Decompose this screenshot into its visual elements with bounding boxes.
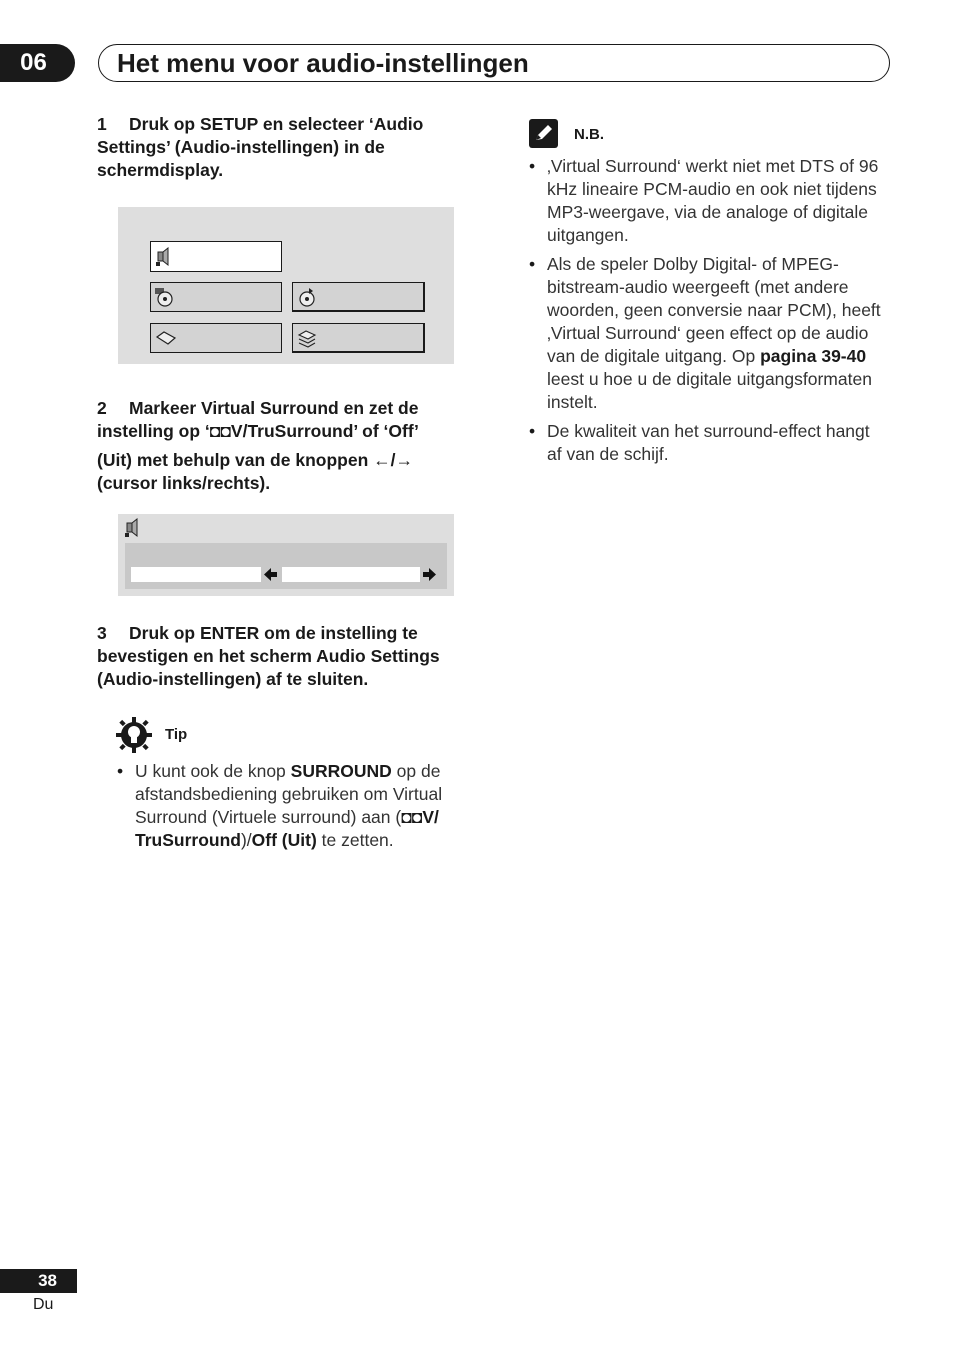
dolby-symbol: ◘◘	[209, 421, 231, 441]
step-2-text-d: (cursor links/rechts).	[97, 473, 271, 493]
page-number-tab	[0, 1269, 77, 1293]
note-text-2a: Als de speler Dolby Digital- of MPEG-bitstream-audio weergeeft (met andere woorden, geen conversie naar PCM), heeft ‚Virtual Surround‘ geen effect op de audio van de digitale uitgang. Op	[547, 254, 881, 366]
step-1-number: 1	[97, 114, 107, 134]
note-item-2	[529, 253, 889, 414]
note-page-reference: pagina 39-40	[760, 346, 867, 366]
tip-text-1: U kunt ook de knop	[135, 761, 291, 781]
setup-menu-screen	[118, 207, 454, 364]
tip-label: Tip	[165, 726, 188, 743]
menu-item-language[interactable]	[150, 323, 282, 353]
page-title: Het menu voor audio-instellingen	[98, 44, 890, 82]
tip-bold-surround: SURROUND	[290, 761, 392, 781]
step-3	[97, 622, 477, 691]
note-item-1	[529, 155, 889, 247]
menu-item-disc-settings[interactable]	[292, 282, 425, 312]
surround-setting-screen	[118, 514, 454, 596]
step-2-text-a: Markeer Virtual Surround en zet de instelling op ‘	[97, 398, 419, 441]
step-2-text-b: V/TruSurround’ of ‘Off’	[230, 421, 419, 441]
lightbulb-icon	[115, 716, 153, 754]
arrow-right-icon[interactable]	[422, 568, 436, 581]
menu-item-video-disc[interactable]	[150, 282, 282, 312]
speaker-icon	[155, 247, 173, 267]
step-2-text-c: (Uit) met behulp van de knoppen	[97, 450, 369, 470]
tip-text-3: )/	[240, 830, 252, 850]
disc-icon	[155, 288, 175, 308]
note-list	[529, 155, 889, 466]
step-1	[97, 113, 487, 182]
note-text-1: ‚Virtual Surround‘ werkt niet met DTS of 96 kHz lineaire PCM-audio en ook niet tijdens MP3-weergave, via de analoge of digitale uitgangen.	[547, 156, 879, 245]
step-2-continued	[97, 449, 487, 495]
tip-bold-off: Off (Uit)	[251, 830, 317, 850]
stack-icon	[297, 329, 319, 349]
tip-text-2: op de afstandsbediening gebruiken om Virtual Surround (Virtuele surround) aan (	[135, 761, 443, 827]
right-arrow-icon: →	[395, 450, 414, 470]
note-text-2c: leest u hoe u de digitale uitgangsformaten instelt.	[547, 369, 872, 412]
left-arrow-icon: ←	[373, 450, 391, 470]
step-1-text: Druk op SETUP en selecteer ‘Audio Settings’ (Audio-instellingen) in de schermdisplay.	[97, 114, 424, 180]
page-number: 38	[38, 1271, 57, 1290]
arrow-left-icon[interactable]	[264, 568, 278, 581]
step-2	[97, 397, 487, 443]
tip-text-4: te zetten.	[316, 830, 394, 850]
tip-bold-trusurround: ◘◘V/ TruSurround	[135, 807, 439, 850]
language-code: Du	[33, 1296, 54, 1313]
chapter-number-tab	[0, 44, 75, 82]
pencil-icon	[529, 119, 558, 148]
step-3-text: Druk op ENTER om de instelling te bevestigen en het scherm Audio Settings (Audio-instellingen) af te sluiten.	[97, 623, 440, 689]
step-2-number: 2	[97, 398, 107, 418]
tip-list	[117, 760, 479, 852]
note-text-3: De kwaliteit van het surround-effect hangt af van de schijf.	[547, 421, 870, 464]
arrow-slash: /	[390, 450, 396, 470]
step-3-number: 3	[97, 623, 107, 643]
note-item-3	[529, 420, 889, 466]
setting-value-field[interactable]	[282, 567, 420, 582]
setting-row	[125, 543, 447, 589]
setting-label-field	[131, 567, 261, 582]
menu-item-audio-settings[interactable]	[150, 241, 282, 272]
tip-item	[117, 760, 479, 852]
speaker-icon	[124, 518, 142, 538]
tag-icon	[155, 329, 177, 347]
disc-play-icon	[297, 288, 317, 308]
chapter-number: 06	[20, 49, 47, 76]
note-label: N.B.	[574, 126, 604, 143]
menu-item-general[interactable]	[292, 323, 425, 353]
